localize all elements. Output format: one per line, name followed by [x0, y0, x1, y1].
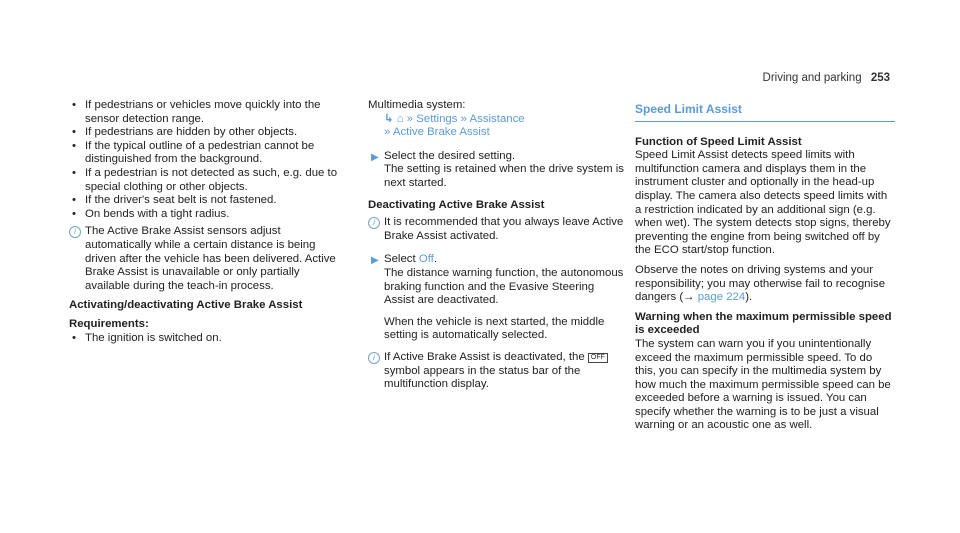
requirements-list: [69, 332, 347, 346]
page-reference-link[interactable]: page 224: [697, 291, 746, 304]
step-text: Select the desired setting.: [384, 149, 516, 162]
menu-path-cont: [368, 126, 626, 140]
path-active-brake-assist[interactable]: Active Brake Assist: [392, 126, 490, 139]
step-detail: The setting is retained when the drive system is next started.: [384, 163, 624, 189]
warning-heading: Warning when the maximum permissible speed is exceeded: [635, 310, 892, 337]
step-prefix: Select: [384, 253, 419, 266]
info-note: [69, 225, 347, 293]
column-right: [635, 103, 895, 433]
note-suffix: symbol appears in the status bar of the multifunction display.: [384, 364, 581, 391]
path-settings[interactable]: Settings: [416, 112, 458, 125]
home-icon[interactable]: ⌂: [396, 112, 404, 125]
list-item: • If a pedestrian is not detected as such, e.g. due to special clothing or other objects.: [69, 167, 347, 194]
chevron-icon: »: [406, 112, 414, 125]
step-text: [384, 253, 626, 267]
requirements-label: Requirements:: [69, 317, 149, 330]
page-number: 253: [870, 72, 890, 84]
observe-prefix: Observe the notes on driving systems and your responsibility; you may otherwise fail to recognise dangers (: [635, 263, 886, 304]
step-suffix: .: [433, 253, 437, 266]
path-arrow-icon: ↳: [384, 112, 394, 125]
instruction-step: [368, 150, 626, 191]
abs-off-symbol-icon: OFF: [588, 353, 608, 363]
list-item: • If pedestrians or vehicles move quickly into the sensor detection range.: [69, 99, 347, 126]
list-item: • If the typical outline of a pedestrian cannot be distinguished from the background.: [69, 140, 347, 167]
off-option[interactable]: Off: [418, 253, 434, 266]
list-item: • If the driver's seat belt is not fastened.: [69, 194, 347, 208]
function-heading: Function of Speed Limit Assist: [635, 135, 802, 148]
info-note: [368, 351, 626, 392]
list-item: • On bends with a tight radius.: [69, 208, 347, 222]
info-icon: i: [368, 352, 380, 364]
path-assistance[interactable]: Assistance: [469, 112, 525, 125]
page-ref-arrow-icon: →: [683, 291, 695, 304]
section-title: Speed Limit Assist: [635, 103, 895, 122]
info-note: [368, 216, 626, 243]
section-heading: Deactivating Active Brake Assist: [368, 198, 545, 211]
observe-text: [635, 264, 895, 305]
column-left: [69, 99, 347, 345]
page-header: [763, 72, 890, 86]
chevron-icon: »: [460, 112, 467, 125]
step-detail: The distance warning function, the autonomous braking function and the Evasive Steering Assist are deactivated.: [384, 266, 624, 307]
menu-path: [368, 113, 626, 127]
instruction-step: [368, 253, 626, 343]
chevron-icon: »: [384, 126, 391, 139]
note-text: The Active Brake Assist sensors adjust automatically while a certain distance is being driven after the vehicle has been delivered. Active Brake Assist is unavailable or only partially available during the teach-in process.: [85, 225, 336, 292]
step-arrow-icon: ▶: [371, 151, 379, 163]
note-text: It is recommended that you always leave Active Brake Assist activated.: [384, 216, 624, 242]
step-arrow-icon: ▶: [371, 255, 379, 267]
section-name: Driving and parking: [762, 72, 862, 84]
section-heading: Activating/deactivating Active Brake Assist: [69, 299, 303, 312]
observe-suffix: ).: [745, 291, 753, 304]
step-paragraph: When the vehicle is next started, the middle setting is automatically selected.: [384, 315, 605, 342]
function-text: Speed Limit Assist detects speed limits with multifunction camera and displays them in the instrument cluster and optionally in the head-up display. The camera also detects speed limits with a restriction indicated by an additional sign (e.g. when wet). The system detects stop signs, thereby preventing the engine from being switched off by the ECO start/stop function.: [635, 149, 891, 257]
intro-text: Multimedia system:: [368, 99, 466, 111]
list-item: • The ignition is switched on.: [69, 332, 347, 346]
limitations-list: [69, 99, 347, 221]
warning-text: The system can warn you if you unintentionally exceed the maximum permissible speed. To do this, you can specify in the multimedia system by how much the maximum permissible speed can be exceeded before a warning is issued. You can specify whether the warning is to be just a visual warning or an acoustic one as well.: [635, 337, 891, 432]
column-middle: [368, 99, 626, 392]
info-icon: i: [368, 217, 380, 229]
note-prefix: If Active Brake Assist is deactivated, the: [384, 350, 585, 363]
list-item: • If pedestrians are hidden by other objects.: [69, 126, 347, 140]
info-icon: i: [69, 226, 81, 238]
